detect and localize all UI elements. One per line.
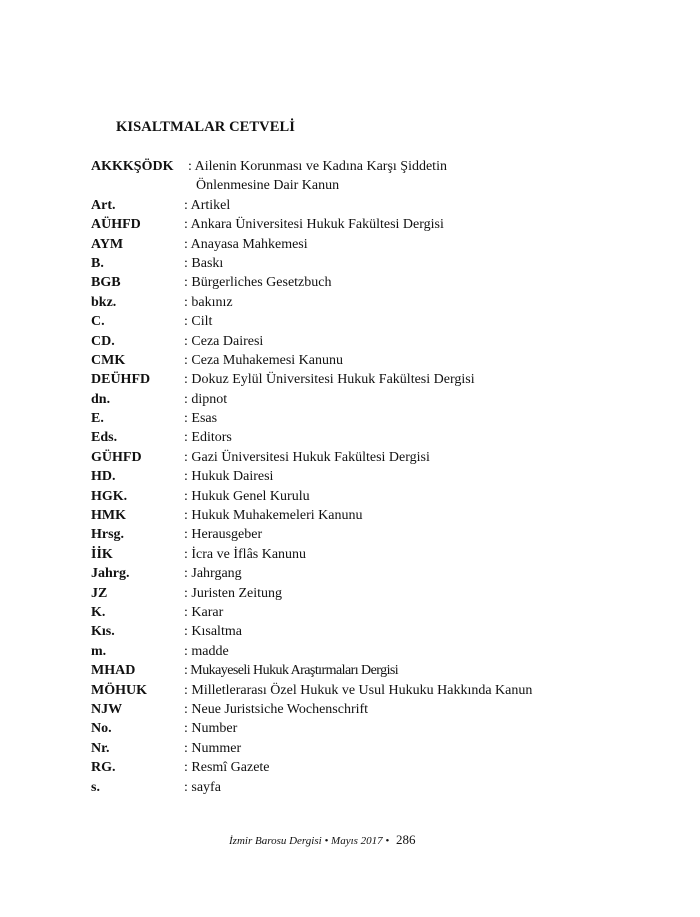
abbreviation-list — [91, 157, 651, 797]
abbreviation-term: Eds. — [91, 430, 118, 446]
definition-line-1: : Ailenin Korunması ve Kadına Karşı Şiddetin — [188, 159, 447, 174]
abbreviation-term: Kıs. — [91, 624, 115, 640]
abbreviation-row — [91, 719, 651, 738]
abbreviation-definition: : sayfa — [184, 779, 221, 795]
abbreviation-term: bkz. — [91, 294, 117, 310]
abbreviation-row — [91, 700, 651, 719]
abbreviation-row — [91, 487, 651, 506]
abbreviation-row — [91, 603, 651, 622]
abbreviation-definition: : Herausgeber — [184, 527, 263, 543]
abbreviation-definition — [188, 157, 447, 196]
abbreviation-row — [91, 622, 651, 641]
abbreviation-row — [91, 235, 651, 254]
abbreviation-row — [91, 584, 651, 603]
abbreviation-definition: : Hukuk Dairesi — [184, 469, 274, 485]
abbreviation-row — [91, 157, 651, 196]
abbreviation-term: K. — [91, 605, 106, 620]
abbreviation-definition: : Bürgerliches Gesetzbuch — [184, 275, 332, 291]
abbreviation-definition: : Dokuz Eylül Üniversitesi Hukuk Fakültesi Dergisi — [184, 372, 475, 388]
abbreviation-row — [91, 428, 651, 447]
abbreviation-definition: : Artikel — [184, 197, 231, 213]
abbreviation-definition: : Ceza Dairesi — [184, 333, 264, 349]
abbreviation-definition: : Kısaltma — [184, 624, 242, 640]
abbreviation-term: AKKKŞÖDK — [91, 159, 174, 174]
abbreviation-term: Art. — [91, 197, 116, 213]
abbreviation-term: C. — [91, 314, 105, 330]
abbreviation-term: No. — [91, 721, 112, 737]
abbreviation-definition: : Esas — [184, 411, 218, 427]
section-heading: KISALTMALAR CETVELİ — [116, 119, 296, 135]
abbreviation-definition: : Karar — [184, 605, 224, 620]
abbreviation-row — [91, 312, 651, 331]
abbreviation-term: Jahrg. — [91, 566, 130, 582]
abbreviation-definition: : Ankara Üniversitesi Hukuk Fakültesi Dergisi — [184, 217, 444, 233]
abbreviation-term: GÜHFD — [91, 449, 142, 465]
abbreviation-definition: : Baskı — [184, 255, 224, 271]
abbreviation-row — [91, 467, 651, 486]
abbreviation-definition: : Ceza Muhakemesi Kanunu — [184, 352, 344, 368]
abbreviation-row — [91, 390, 651, 409]
abbreviation-definition: : İcra ve İflâs Kanunu — [184, 546, 307, 562]
abbreviation-definition: : Neue Juristsiche Wochenschrift — [184, 701, 369, 717]
abbreviation-term: AYM — [91, 236, 124, 252]
abbreviation-definition: : Number — [184, 721, 238, 737]
abbreviation-row — [91, 564, 651, 583]
abbreviation-row — [91, 758, 651, 777]
abbreviation-definition: : Resmî Gazete — [184, 760, 270, 776]
abbreviation-term: İİK — [91, 546, 113, 562]
page-footer — [229, 832, 416, 848]
abbreviation-term: NJW — [91, 701, 123, 717]
abbreviation-row — [91, 506, 651, 525]
abbreviation-definition: : Hukuk Muhakemeleri Kanunu — [184, 508, 363, 524]
abbreviation-definition: : Cilt — [184, 314, 213, 330]
abbreviation-row — [91, 196, 651, 215]
abbreviation-row — [91, 273, 651, 292]
abbreviation-row — [91, 525, 651, 544]
abbreviation-definition: : Hukuk Genel Kurulu — [184, 488, 310, 504]
abbreviation-term: RG. — [91, 760, 116, 776]
abbreviation-term: CD. — [91, 333, 115, 349]
abbreviation-row — [91, 661, 651, 680]
abbreviation-term: HD. — [91, 469, 116, 485]
abbreviation-term: m. — [91, 643, 107, 659]
abbreviation-row — [91, 409, 651, 428]
abbreviation-term: AÜHFD — [91, 217, 141, 233]
abbreviation-definition: : Jahrgang — [184, 566, 242, 582]
abbreviation-term: CMK — [91, 352, 126, 368]
abbreviation-row — [91, 254, 651, 273]
abbreviation-term: HMK — [91, 508, 126, 524]
abbreviation-term: HGK. — [91, 488, 128, 504]
abbreviation-row — [91, 332, 651, 351]
abbreviation-definition: : bakınız — [184, 294, 233, 310]
abbreviation-row — [91, 681, 651, 700]
abbreviation-row — [91, 642, 651, 661]
abbreviation-term: Hrsg. — [91, 527, 125, 543]
abbreviation-row — [91, 545, 651, 564]
abbreviation-term: BGB — [91, 275, 121, 291]
abbreviation-row — [91, 293, 651, 312]
abbreviation-definition: : Juristen Zeitung — [184, 585, 282, 601]
abbreviation-term: MÖHUK — [91, 682, 147, 698]
abbreviation-row — [91, 215, 651, 234]
abbreviation-definition: : Mukayeseli Hukuk Araştırmaları Dergisi — [184, 663, 399, 679]
abbreviation-row — [91, 448, 651, 467]
abbreviation-term: dn. — [91, 391, 111, 407]
abbreviation-row — [91, 739, 651, 758]
abbreviation-definition: : madde — [184, 643, 229, 659]
journal-name: İzmir Barosu Dergisi • Mayıs 2017 • — [229, 835, 390, 847]
abbreviation-definition: : Gazi Üniversitesi Hukuk Fakültesi Dergisi — [184, 449, 430, 465]
abbreviation-term: MHAD — [91, 663, 136, 679]
abbreviation-term: Nr. — [91, 740, 110, 756]
abbreviation-term: B. — [91, 255, 104, 271]
abbreviation-definition: : Editors — [184, 430, 232, 446]
abbreviation-definition: : Anayasa Mahkemesi — [184, 236, 308, 252]
abbreviation-term: DEÜHFD — [91, 372, 151, 388]
abbreviation-row — [91, 351, 651, 370]
abbreviation-row — [91, 778, 651, 797]
abbreviation-term: s. — [91, 779, 100, 795]
abbreviation-row — [91, 370, 651, 389]
page-number: 286 — [396, 832, 416, 847]
abbreviation-definition: : Milletlerarası Özel Hukuk ve Usul Hukuku Hakkında Kanun — [184, 682, 533, 698]
abbreviation-term: JZ — [91, 585, 108, 601]
abbreviation-term: E. — [91, 411, 104, 427]
abbreviation-definition: : Nummer — [184, 740, 242, 756]
abbreviation-definition: : dipnot — [184, 391, 228, 407]
definition-line-2: Önlenmesine Dair Kanun — [196, 178, 340, 194]
